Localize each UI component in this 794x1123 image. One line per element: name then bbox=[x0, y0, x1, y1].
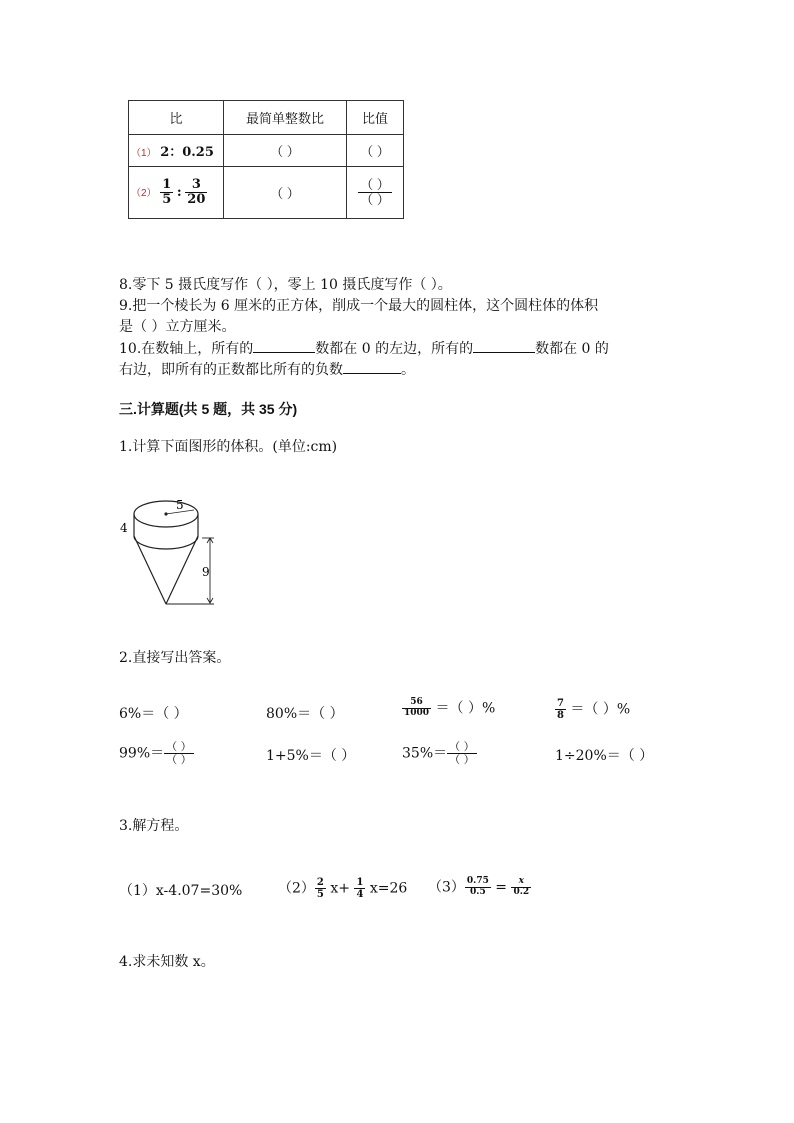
table-header-simplest: 最简单整数比 bbox=[224, 101, 347, 135]
equation-1: （1）x-4.07=30% bbox=[119, 883, 243, 899]
q10-part: 右边，即所有的正数都比所有的负数 bbox=[119, 362, 343, 378]
calc-question-3: 3.解方程。 bbox=[119, 818, 189, 834]
cone-height-label: 9 bbox=[202, 565, 210, 579]
table-row bbox=[129, 135, 404, 167]
question-10-line1 bbox=[119, 338, 609, 359]
answer-text: ＝（ ）% bbox=[435, 700, 496, 717]
fraction: $\frac{7}{8}$ bbox=[557, 698, 564, 721]
table-cell-simplest: （ ） bbox=[224, 135, 347, 167]
question-9-line2: 是（ ）立方厘米。 bbox=[119, 319, 236, 335]
calc-question-2: 2.直接写出答案。 bbox=[119, 650, 231, 666]
fraction: $\frac{( )}{( )}$ bbox=[360, 176, 390, 207]
answer-blank bbox=[253, 338, 315, 353]
fraction: $\frac{1}{4}$ bbox=[356, 877, 364, 900]
q10-part: 。 bbox=[401, 362, 415, 378]
answer-item bbox=[555, 698, 630, 721]
answer-text: 99%＝ bbox=[119, 745, 165, 762]
answer-item bbox=[402, 698, 495, 719]
fraction: $\frac{2}{5}$ bbox=[316, 877, 324, 900]
table-header-ratio: 比 bbox=[129, 101, 224, 135]
colon: : bbox=[176, 184, 182, 200]
equation-3 bbox=[428, 877, 531, 898]
table-header-value: 比值 bbox=[347, 101, 404, 135]
equation-2 bbox=[278, 877, 407, 900]
answer-item: 1÷20%＝（ ） bbox=[555, 748, 654, 764]
fraction: $\frac{3}{20}$ bbox=[187, 176, 206, 207]
fraction: $\frac{( )}{( )}$ bbox=[449, 740, 475, 767]
q10-part: 数都在 0 的 bbox=[535, 341, 609, 357]
table-cell-value: （ ） bbox=[347, 135, 404, 167]
answer-blank bbox=[343, 359, 401, 374]
fraction: $\frac{56}{1000}$ bbox=[404, 697, 430, 718]
height-label: 4 bbox=[120, 521, 128, 535]
equation-text: （2） bbox=[278, 880, 315, 897]
answer-text: ＝（ ）% bbox=[570, 701, 631, 718]
ratio-text: 2：0.25 bbox=[160, 145, 214, 160]
answer-item: 80%＝（ ） bbox=[266, 706, 344, 722]
equation-text: x=26 bbox=[369, 880, 408, 897]
question-8: 8.零下 5 摄氏度写作（ ），零上 10 摄氏度写作（ ）。 bbox=[119, 277, 452, 293]
section-title: 三.计算题(共 5 题，共 35 分) bbox=[119, 401, 298, 417]
question-9-line1: 9.把一个棱长为 6 厘米的正方体，削成一个最大的圆柱体，这个圆柱体的体积 bbox=[119, 298, 599, 314]
table-cell-ratio bbox=[129, 135, 224, 167]
ratio-table bbox=[128, 100, 404, 219]
equation-text: x+ bbox=[330, 880, 350, 897]
answer-item bbox=[402, 741, 477, 766]
cylinder-cone-figure bbox=[116, 484, 226, 608]
calc-question-4: 4.求未知数 x。 bbox=[119, 954, 215, 970]
table-cell-value bbox=[347, 167, 404, 219]
row-index: （2） bbox=[131, 187, 157, 199]
calc-question-1: 1.计算下面图形的体积。(单位:cm) bbox=[119, 439, 338, 455]
table-cell-simplest: （ ） bbox=[224, 167, 347, 219]
q10-part: 10.在数轴上，所有的 bbox=[119, 341, 254, 357]
fraction: $\frac{1}{5}$ bbox=[162, 176, 172, 207]
fraction: $\frac{( )}{( )}$ bbox=[166, 740, 192, 767]
q10-part: 数都在 0 的左边，所有的 bbox=[315, 341, 474, 357]
radius-label: 5 bbox=[176, 498, 184, 512]
row-index: （1） bbox=[131, 148, 157, 159]
question-10-line2 bbox=[119, 359, 415, 380]
fraction: $\frac{0.75}{0.5}$ bbox=[466, 876, 489, 897]
answer-text: 35%＝ bbox=[402, 745, 448, 762]
answer-item bbox=[119, 741, 194, 766]
table-cell-ratio bbox=[129, 167, 224, 219]
answer-item: 1+5%＝（ ） bbox=[266, 748, 356, 764]
fraction: $\frac{x}{0.2}$ bbox=[513, 876, 530, 897]
answer-item: 6%＝（ ） bbox=[119, 706, 188, 722]
table-row bbox=[129, 167, 404, 219]
answer-blank bbox=[473, 338, 535, 353]
equation-text: （3） bbox=[428, 879, 465, 896]
equation-text: = bbox=[495, 879, 508, 896]
